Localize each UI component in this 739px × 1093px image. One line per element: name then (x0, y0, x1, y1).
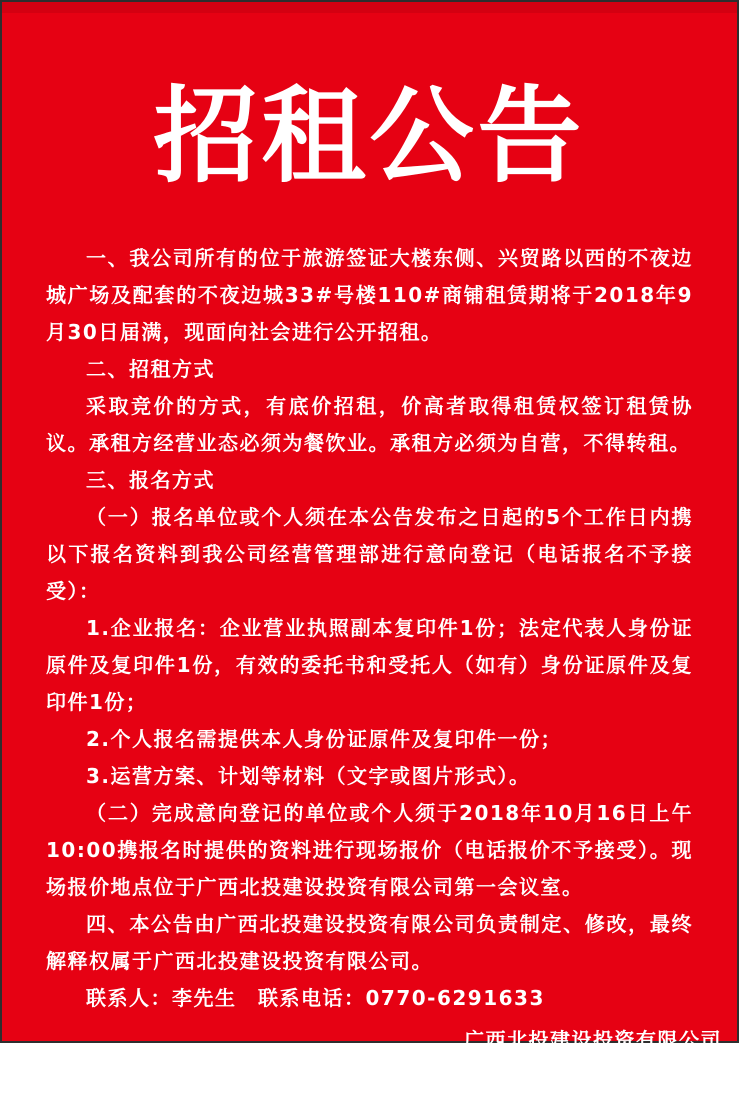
signature-date: 2018年9月30日 (506, 1063, 680, 1088)
announcement-paragraph-9: （二）完成意向登记的单位或个人须于2018年10月16日上午10:00携报名时提供的资料进行现场报价（电话报价不予接受）。现场报价地点位于广西北投建设投资有限公司第一会议室。 (46, 801, 693, 900)
announcement-heading-4: 三、报名方式 (86, 468, 215, 493)
announcement-paragraph-6: 1.企业报名：企业营业执照副本复印件1份；法定代表人身份证原件及复印件1份，有效的委托书和受托人（如有）身份证原件及复印件1份； (46, 616, 693, 715)
signature-company: 广西北投建设投资有限公司 (464, 1028, 722, 1053)
poster-title: 招租公告 (153, 74, 586, 197)
top-shade-band (2, 2, 737, 13)
announcement-paragraph-10: 四、本公告由广西北投建设投资有限公司负责制定、修改，最终解释权属于广西北投建设投资有限公司。 (46, 912, 693, 974)
contact-line: 联系人：李先生 联系电话：0770-6291633 (86, 986, 545, 1011)
signature-block (2, 1023, 737, 1093)
announcement-heading-2: 二、招租方式 (86, 357, 215, 382)
announcement-paragraph-8: 3.运营方案、计划等材料（文字或图片形式）。 (86, 764, 531, 789)
announcement-paragraph-1: 一、我公司所有的位于旅游签证大楼东侧、兴贸路以西的不夜边城广场及配套的不夜边城33#号楼110#商铺租赁期将于2018年9月30日届满，现面向社会进行公开招租。 (46, 246, 693, 345)
announcement-paragraph-7: 2.个人报名需提供本人身份证原件及复印件一份； (86, 727, 563, 752)
signature-inner (464, 1023, 722, 1093)
announcement-paragraph-5: （一）报名单位或个人须在本公告发布之日起的5个工作日内携以下报名资料到我公司经营管理部进行意向登记（电话报名不予接受）： (46, 505, 693, 604)
announcement-paragraph-3: 采取竞价的方式，有底价招租，价高者取得租赁权签订租赁协议。承租方经营业态必须为餐饮业。承租方必须为自营，不得转租。 (46, 394, 693, 456)
announcement-body (46, 240, 693, 1017)
